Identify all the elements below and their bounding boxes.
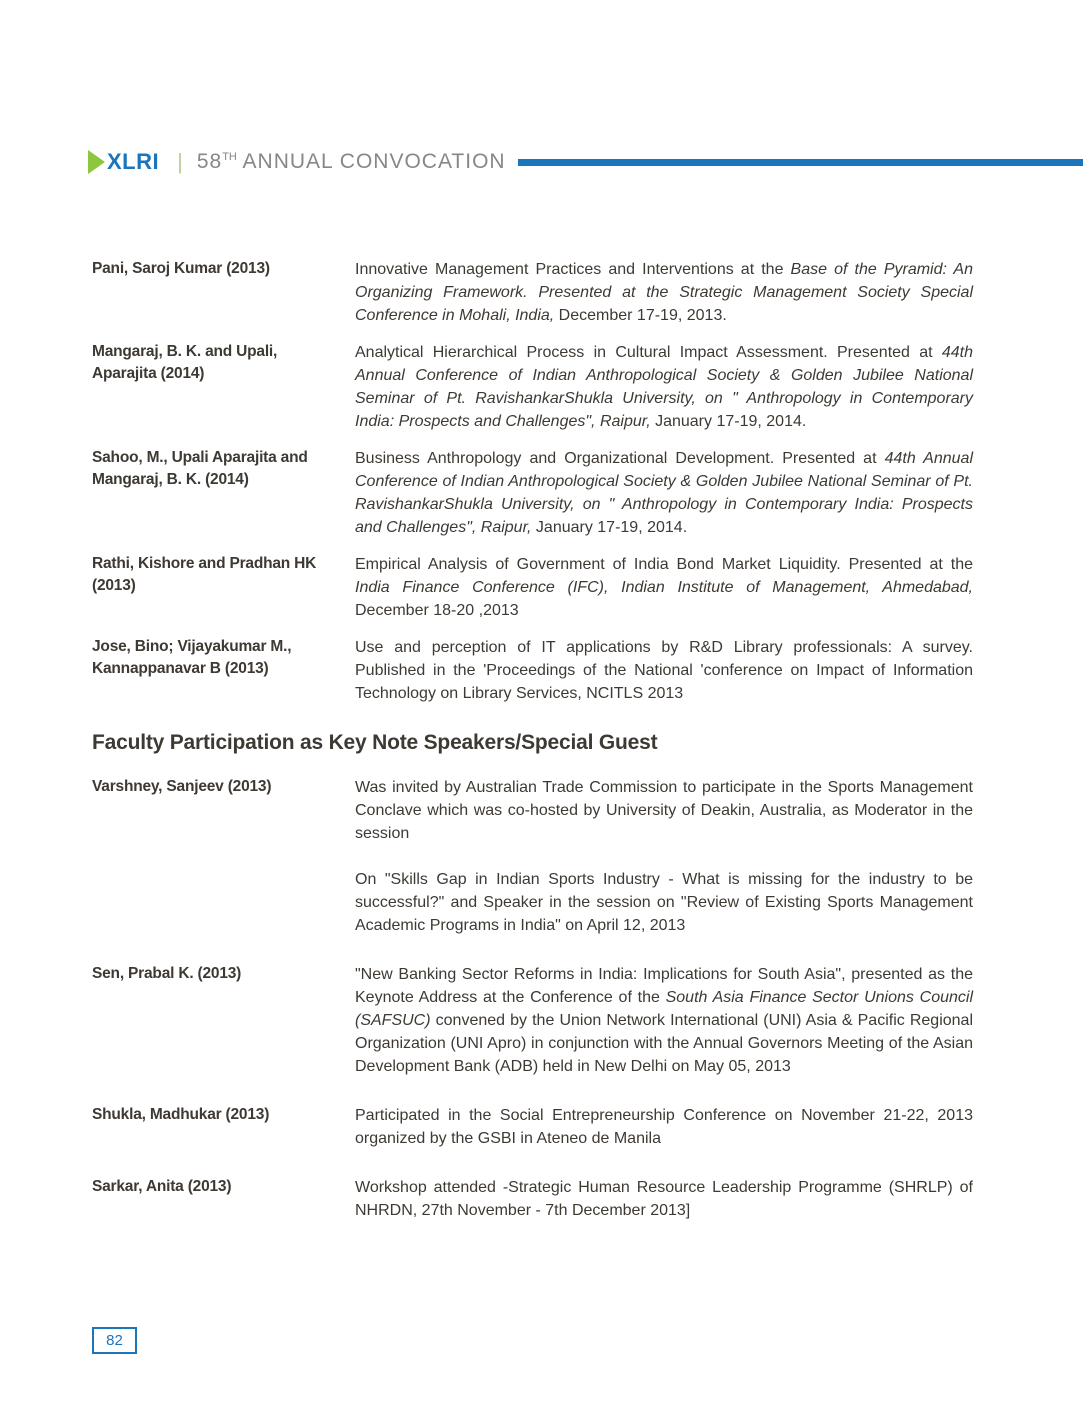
entry-description (355, 553, 973, 622)
brand-logo-text: XLRI (107, 149, 160, 174)
entry-author: Mangaraj, B. K. and Upali, Aparajita (2014) (92, 343, 278, 382)
publications-list (92, 258, 973, 705)
header-rule (518, 159, 1083, 166)
entry-description (355, 258, 973, 327)
header-separator: | (177, 149, 183, 174)
entry-row (92, 258, 973, 327)
entry-description (355, 447, 973, 539)
xlri-logo-arrow-icon (88, 150, 105, 174)
entry-description (355, 341, 973, 433)
entry-author: Sen, Prabal K. (2013) (92, 965, 242, 982)
entry-paragraph: Business Anthropology and Organizational Development. Presented at 44th Annual Conference of Indian Anthropological Society & Golden Jubilee National Seminar of Pt. RavishankarShukla University, on " Anthropology in Contemporary India: Prospects and Challenges", Raipur, January 17-19, 2014. (355, 450, 973, 536)
edition-number: 58 (196, 150, 223, 173)
page-content (92, 258, 973, 1248)
entry-author: Varshney, Sanjeev (2013) (92, 778, 272, 795)
page-number-box (92, 1327, 137, 1354)
header-title (197, 150, 506, 174)
entry-paragraph: Workshop attended -Strategic Human Resource Leadership Programme (SHRLP) of NHRDN, 27th November - 7th December 2013] (355, 1179, 973, 1219)
entry-paragraph: Was invited by Australian Trade Commission to participate in the Sports Management Conclave which was co-hosted by University of Deakin, Australia, as Moderator in the session (355, 779, 973, 842)
entry-row (92, 341, 973, 433)
entry-row (92, 636, 973, 705)
entry-row (92, 1104, 973, 1150)
header-title-text: ANNUAL CONVOCATION (236, 150, 506, 173)
page-header (88, 146, 1083, 178)
entry-description (355, 963, 973, 1078)
entry-author: Shukla, Madhukar (2013) (92, 1106, 270, 1123)
page-number: 82 (106, 1332, 123, 1349)
section-heading: Faculty Participation as Key Note Speakers/Special Guest (92, 731, 658, 754)
entry-row (92, 1176, 973, 1222)
entry-paragraph: Empirical Analysis of Government of India Bond Market Liquidity. Presented at the India Finance Conference (IFC), Indian Institute of Management, Ahmedabad, December 18-20 ,2013 (355, 556, 973, 619)
entry-author: Rathi, Kishore and Pradhan HK (2013) (92, 555, 317, 594)
speakers-list (92, 776, 973, 1222)
entry-paragraph: Participated in the Social Entrepreneurship Conference on November 21-22, 2013 organized by the GSBI in Ateneo de Manila (355, 1107, 973, 1147)
entry-author: Sarkar, Anita (2013) (92, 1178, 232, 1195)
entry-description (355, 1104, 973, 1150)
entry-row (92, 553, 973, 622)
entry-paragraph: Use and perception of IT applications by R&D Library professionals: A survey. Published in the 'Proceedings of the National 'conference on Impact of Information Technology on Library Services, NCITLS 2013 (355, 639, 973, 702)
entry-paragraph: Analytical Hierarchical Process in Cultural Impact Assessment. Presented at 44th Annual Conference of Indian Anthropological Society & Golden Jubilee National Seminar of Pt. RavishankarShukla University, on " Anthropology in Contemporary India: Prospects and Challenges", Raipur, January 17-19, 2014. (355, 344, 973, 430)
entry-paragraph: On "Skills Gap in Indian Sports Industry - What is missing for the industry to be successful?" and Speaker in the session on "Review of Existing Sports Management Academic Programs in India" on April 12, 2013 (355, 871, 973, 934)
entry-paragraph: Innovative Management Practices and Interventions at the Base of the Pyramid: An Organizing Framework. Presented at the Strategic Management Society Special Conference in Mohali, India, December 17-19, 2013. (355, 261, 974, 324)
entry-description (355, 776, 973, 937)
entry-row (92, 963, 973, 1078)
entry-description (355, 636, 973, 705)
entry-author: Sahoo, M., Upali Aparajita and Mangaraj, B. K. (2014) (92, 449, 308, 488)
entry-row (92, 776, 973, 937)
entry-author: Jose, Bino; Vijayakumar M., Kannappanavar B (2013) (92, 638, 292, 677)
entry-paragraph: "New Banking Sector Reforms in India: Implications for South Asia", presented as the Keynote Address at the Conference of the South Asia Finance Sector Unions Council (SAFSUC) convened by the Union Network International (UNI) Asia & Pacific Regional Organization (UNI Apro) in conjunction with the Annual Governors Meeting of the Asian Development Bank (ADB) held in New Delhi on May 05, 2013 (355, 966, 973, 1075)
entry-description (355, 1176, 973, 1222)
entry-author: Pani, Saroj Kumar (2013) (92, 260, 270, 277)
edition-suffix: TH (222, 151, 237, 163)
entry-row (92, 447, 973, 539)
